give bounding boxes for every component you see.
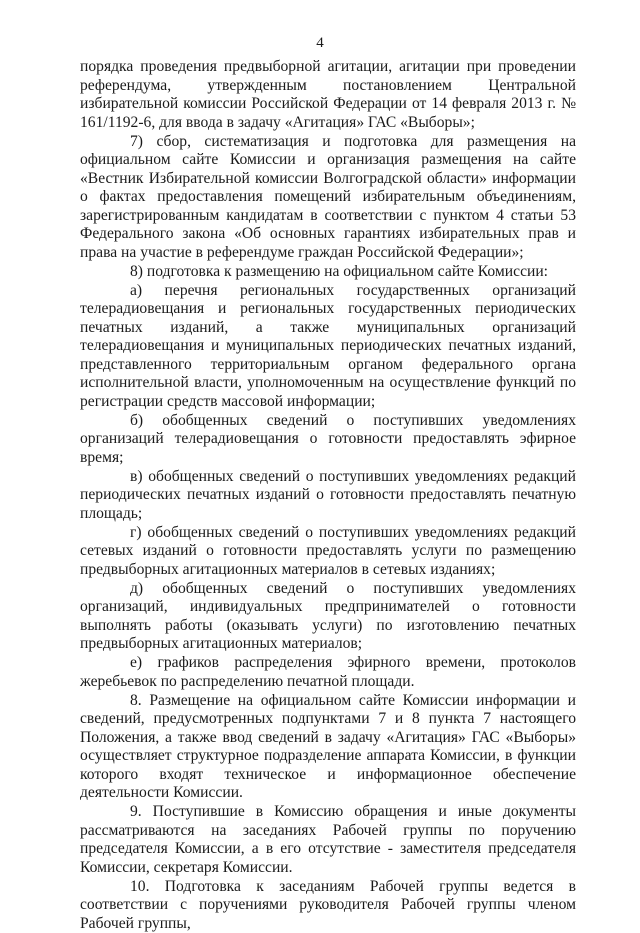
paragraph-subitem-8d: д) обобщенных сведений о поступивших уведомлениях организаций, индивидуальных предпринимателей о готовности выполнять работы (оказывать услуги) по изготовлению печатных предвыборных агитационных материалов; bbox=[80, 580, 576, 654]
paragraph-item-10: 10. Подготовка к заседаниям Рабочей группы ведется в соответствии с поручениями руководителя Рабочей группы членом Рабочей группы, bbox=[80, 878, 576, 933]
paragraph-item-9: 9. Поступившие в Комиссию обращения и иные документы рассматриваются на заседаниях Рабочей группы по поручению председателя Комиссии, а в его отсутствие - заместителя председателя Комиссии, секретаря Комиссии. bbox=[80, 803, 576, 877]
paragraph-continuation: порядка проведения предвыборной агитации, агитации при проведении референдума, утвержденным постановлением Центральной избирательной комиссии Российской Федерации от 14 февраля 2013 г. № 161/1192-6, для ввода в задачу «Агитация» ГАС «Выборы»; bbox=[80, 58, 576, 132]
paragraph-subitem-7: 7) сбор, систематизация и подготовка для размещения на официальном сайте Комиссии и организация размещения на сайте «Вестник Избирательной комиссии Волгоградской области» информации о фактах предоставления помещений избирательным объединениям, зарегистрированным кандидатам в соответствии с пунктом 4 статьи 53 Федерального закона «Об основных гарантиях избирательных прав и права на участие в референдуме граждан Российской Федерации»; bbox=[80, 133, 576, 263]
paragraph-subitem-8b: б) обобщенных сведений о поступивших уведомлениях организаций телерадиовещания о готовности предоставлять эфирное время; bbox=[80, 412, 576, 468]
paragraph-subitem-8a: а) перечня региональных государственных организаций телерадиовещания и региональных государственных периодических печатных изданий, а также муниципальных организаций телерадиовещания и муниципальных периодических печатных изданий, представленного территориальным органом федерального органа исполнительной власти, уполномоченным на осуществление функций по регистрации средств массовой информации; bbox=[80, 282, 576, 412]
document-body bbox=[80, 58, 576, 933]
paragraph-subitem-8g: г) обобщенных сведений о поступивших уведомлениях редакций сетевых изданий о готовности предоставлять услуги по размещению предвыборных агитационных материалов в сетевых изданиях; bbox=[80, 524, 576, 580]
paragraph-subitem-8: 8) подготовка к размещению на официальном сайте Комиссии: bbox=[80, 263, 576, 282]
paragraph-item-8: 8. Размещение на официальном сайте Комиссии информации и сведений, предусмотренных подпунктами 7 и 8 пункта 7 настоящего Положения, а также ввод сведений в задачу «Агитация» ГАС «Выборы» осуществляет структурное подразделение аппарата Комиссии, в функции которого входят техническое и информационное обеспечение деятельности Комиссии. bbox=[80, 692, 576, 803]
paragraph-subitem-8e: е) графиков распределения эфирного времени, протоколов жеребьевок по распределению печатной площади. bbox=[80, 654, 576, 691]
paragraph-subitem-8v: в) обобщенных сведений о поступивших уведомлениях редакций периодических печатных изданий о готовности предоставлять печатную площадь; bbox=[80, 468, 576, 524]
page-number: 4 bbox=[0, 34, 640, 52]
